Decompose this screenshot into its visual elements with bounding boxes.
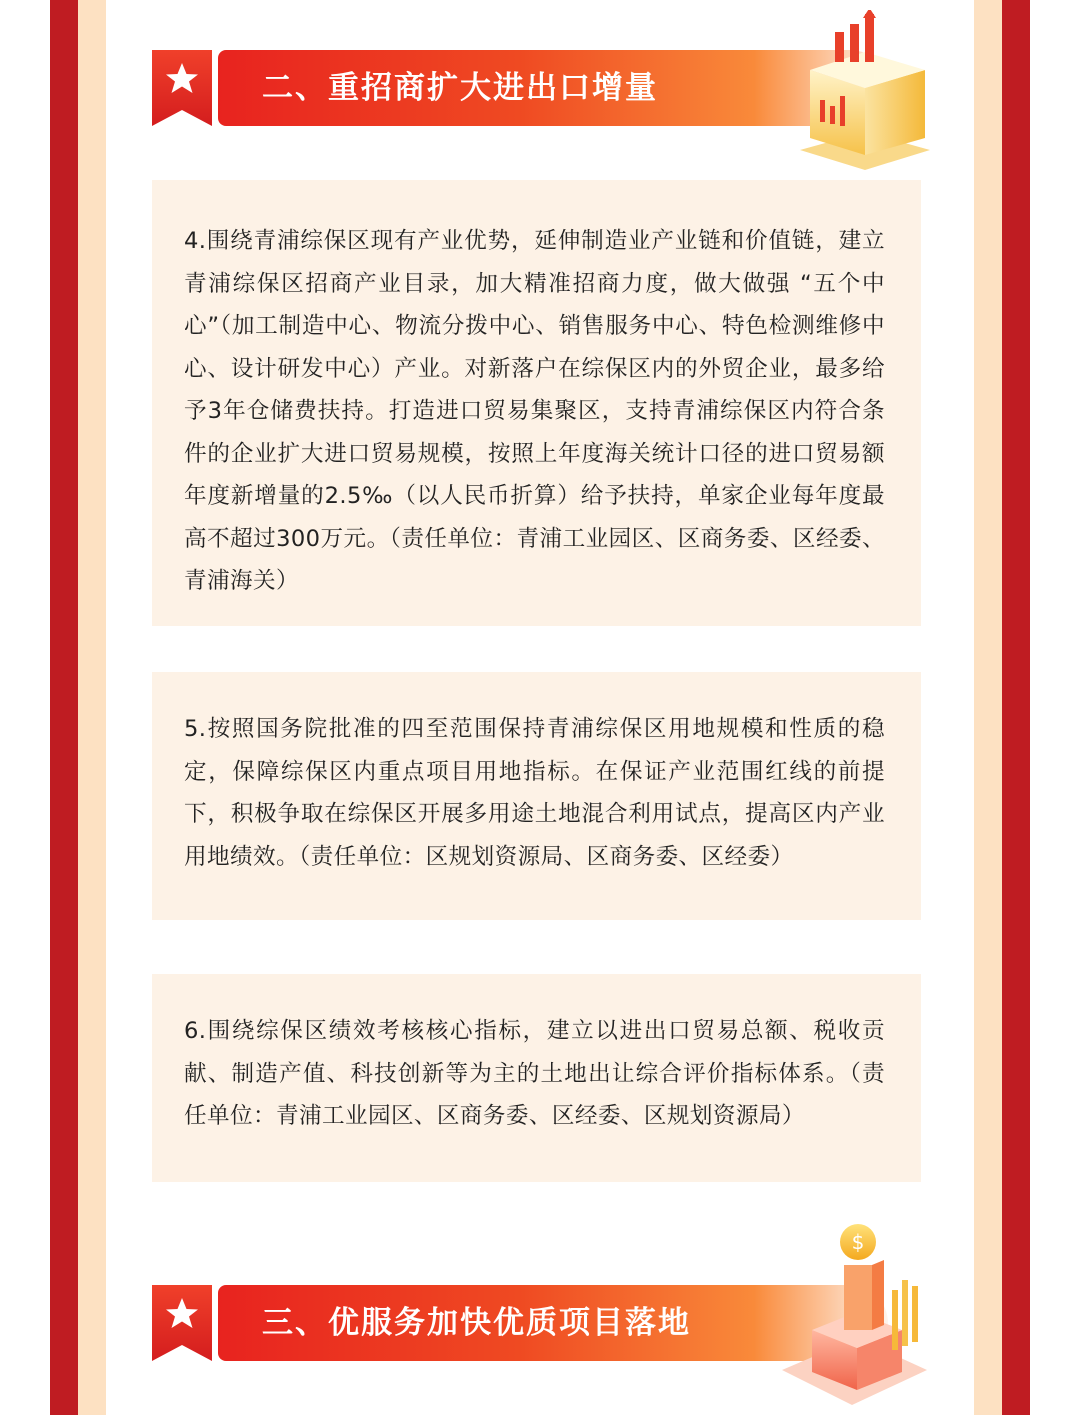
star-ribbon-icon — [152, 50, 212, 126]
chart-box-illustration-icon — [780, 10, 950, 170]
left-border-cream — [78, 0, 106, 1415]
right-border-red — [1002, 0, 1030, 1415]
coin-building-illustration-icon — [772, 1220, 942, 1410]
section-header-2 — [152, 50, 942, 160]
section-header-3 — [152, 1230, 942, 1395]
star-ribbon-icon — [152, 1285, 212, 1361]
section-title: 二、重招商扩大进出口增量 — [262, 70, 658, 106]
right-border-cream — [974, 0, 1002, 1415]
policy-item-text: 4.围绕青浦综保区现有产业优势，延伸制造业产业链和价值链，建立青浦综保区招商产业目录，加大精准招商力度，做大做强 “五个中心”（加工制造中心、物流分拨中心、销售服务中心、特色检测维修中心、设计研发中心）产业。对新落户在综保区内的外贸企业，最多给予3年仓储费扶持。打造进口贸易集聚区，支持青浦综保区内符合条件的企业扩大进口贸易规模，按照上年度海关统计口径的进口贸易额年度新增量的2.5‰（以人民币折算）给予扶持，单家企业每年度最高不超过300万元。（责任单位：青浦工业园区、区商务委、区经委、青浦海关） — [184, 228, 885, 594]
section-title: 三、优服务加快优质项目落地 — [262, 1305, 691, 1341]
policy-item-4 — [152, 180, 921, 626]
left-border-red — [50, 0, 78, 1415]
policy-item-5 — [152, 672, 921, 920]
svg-text:$: $ — [851, 1230, 865, 1254]
policy-item-text: 5.按照国务院批准的四至范围保持青浦综保区用地规模和性质的稳定，保障综保区内重点项目用地指标。在保证产业范围红线的前提下，积极争取在综保区开展多用途土地混合利用试点，提高区内产业用地绩效。（责任单位：区规划资源局、区商务委、区经委） — [184, 716, 885, 870]
policy-item-6 — [152, 974, 921, 1182]
policy-item-text: 6.围绕综保区绩效考核核心指标，建立以进出口贸易总额、税收贡献、制造产值、科技创新等为主的土地出让综合评价指标体系。（责任单位：青浦工业园区、区商务委、区经委、区规划资源局） — [184, 1018, 885, 1129]
